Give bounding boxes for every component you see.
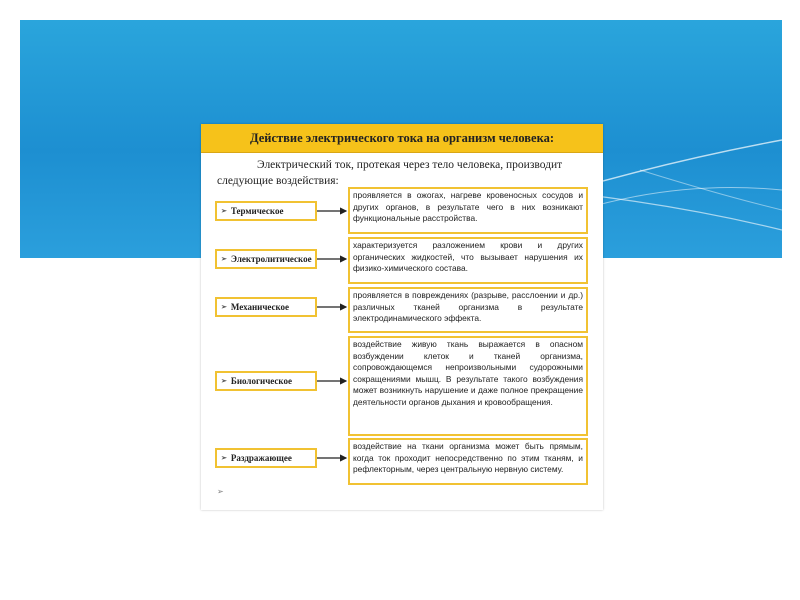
effect-description-thermal: проявляется в ожогах, нагреве кровеносных сосудов и других органов, в результате чего в них возникают функциональные расстройства.	[348, 187, 588, 234]
effect-type-electrolytic	[215, 249, 317, 269]
effect-name: Термическое	[230, 206, 284, 216]
effect-description-electrolytic: характеризуется разложением крови и других органических жидкостей, что вызывает нарушения их физико-химического состава.	[348, 237, 588, 284]
effect-description-mechanical: проявляется в повреждениях (разрыве, расслоении и др.) различных тканей организма в результате электродинамического эффекта.	[348, 287, 588, 333]
page-title: Действие электрического тока на организм человека:	[201, 124, 603, 153]
infographic-panel	[201, 124, 603, 510]
arrow-bullet-icon: ➢	[221, 207, 227, 215]
effect-type-irritant	[215, 448, 317, 468]
effect-name: Механическое	[230, 302, 290, 312]
arrow-bullet-icon: ➢	[221, 377, 227, 385]
arrow-bullet-icon: ➢	[221, 454, 227, 462]
effect-description-biological: воздействие живую ткань выражается в опасном возбуждении клеток и тканей организма, сопровождающемся непроизвольными судорожными сокращениями мышц. В результате такого возбуждения может возникнуть нарушение и даже полное прекращение деятельности органов дыхания и кровообращения.	[348, 336, 588, 436]
arrow-bullet-icon: ➢	[221, 255, 227, 263]
intro-text: Электрический ток, протекая через тело человека, производит следующие воздействия:	[217, 159, 563, 187]
effect-type-biological	[215, 371, 317, 391]
effect-type-mechanical	[215, 297, 317, 317]
continuation-arrow-icon: ➢	[217, 487, 224, 496]
effect-name: Раздражающее	[230, 453, 292, 463]
effect-type-thermal	[215, 201, 317, 221]
effect-name: Биологическое	[230, 376, 292, 386]
effect-description-irritant: воздействие на ткани организма может быть прямым, когда ток проходит непосредственно по этим тканям, и рефлекторным, через центральную нервную систему.	[348, 438, 588, 485]
effect-name: Электролитическое	[230, 254, 312, 264]
arrow-bullet-icon: ➢	[221, 303, 227, 311]
